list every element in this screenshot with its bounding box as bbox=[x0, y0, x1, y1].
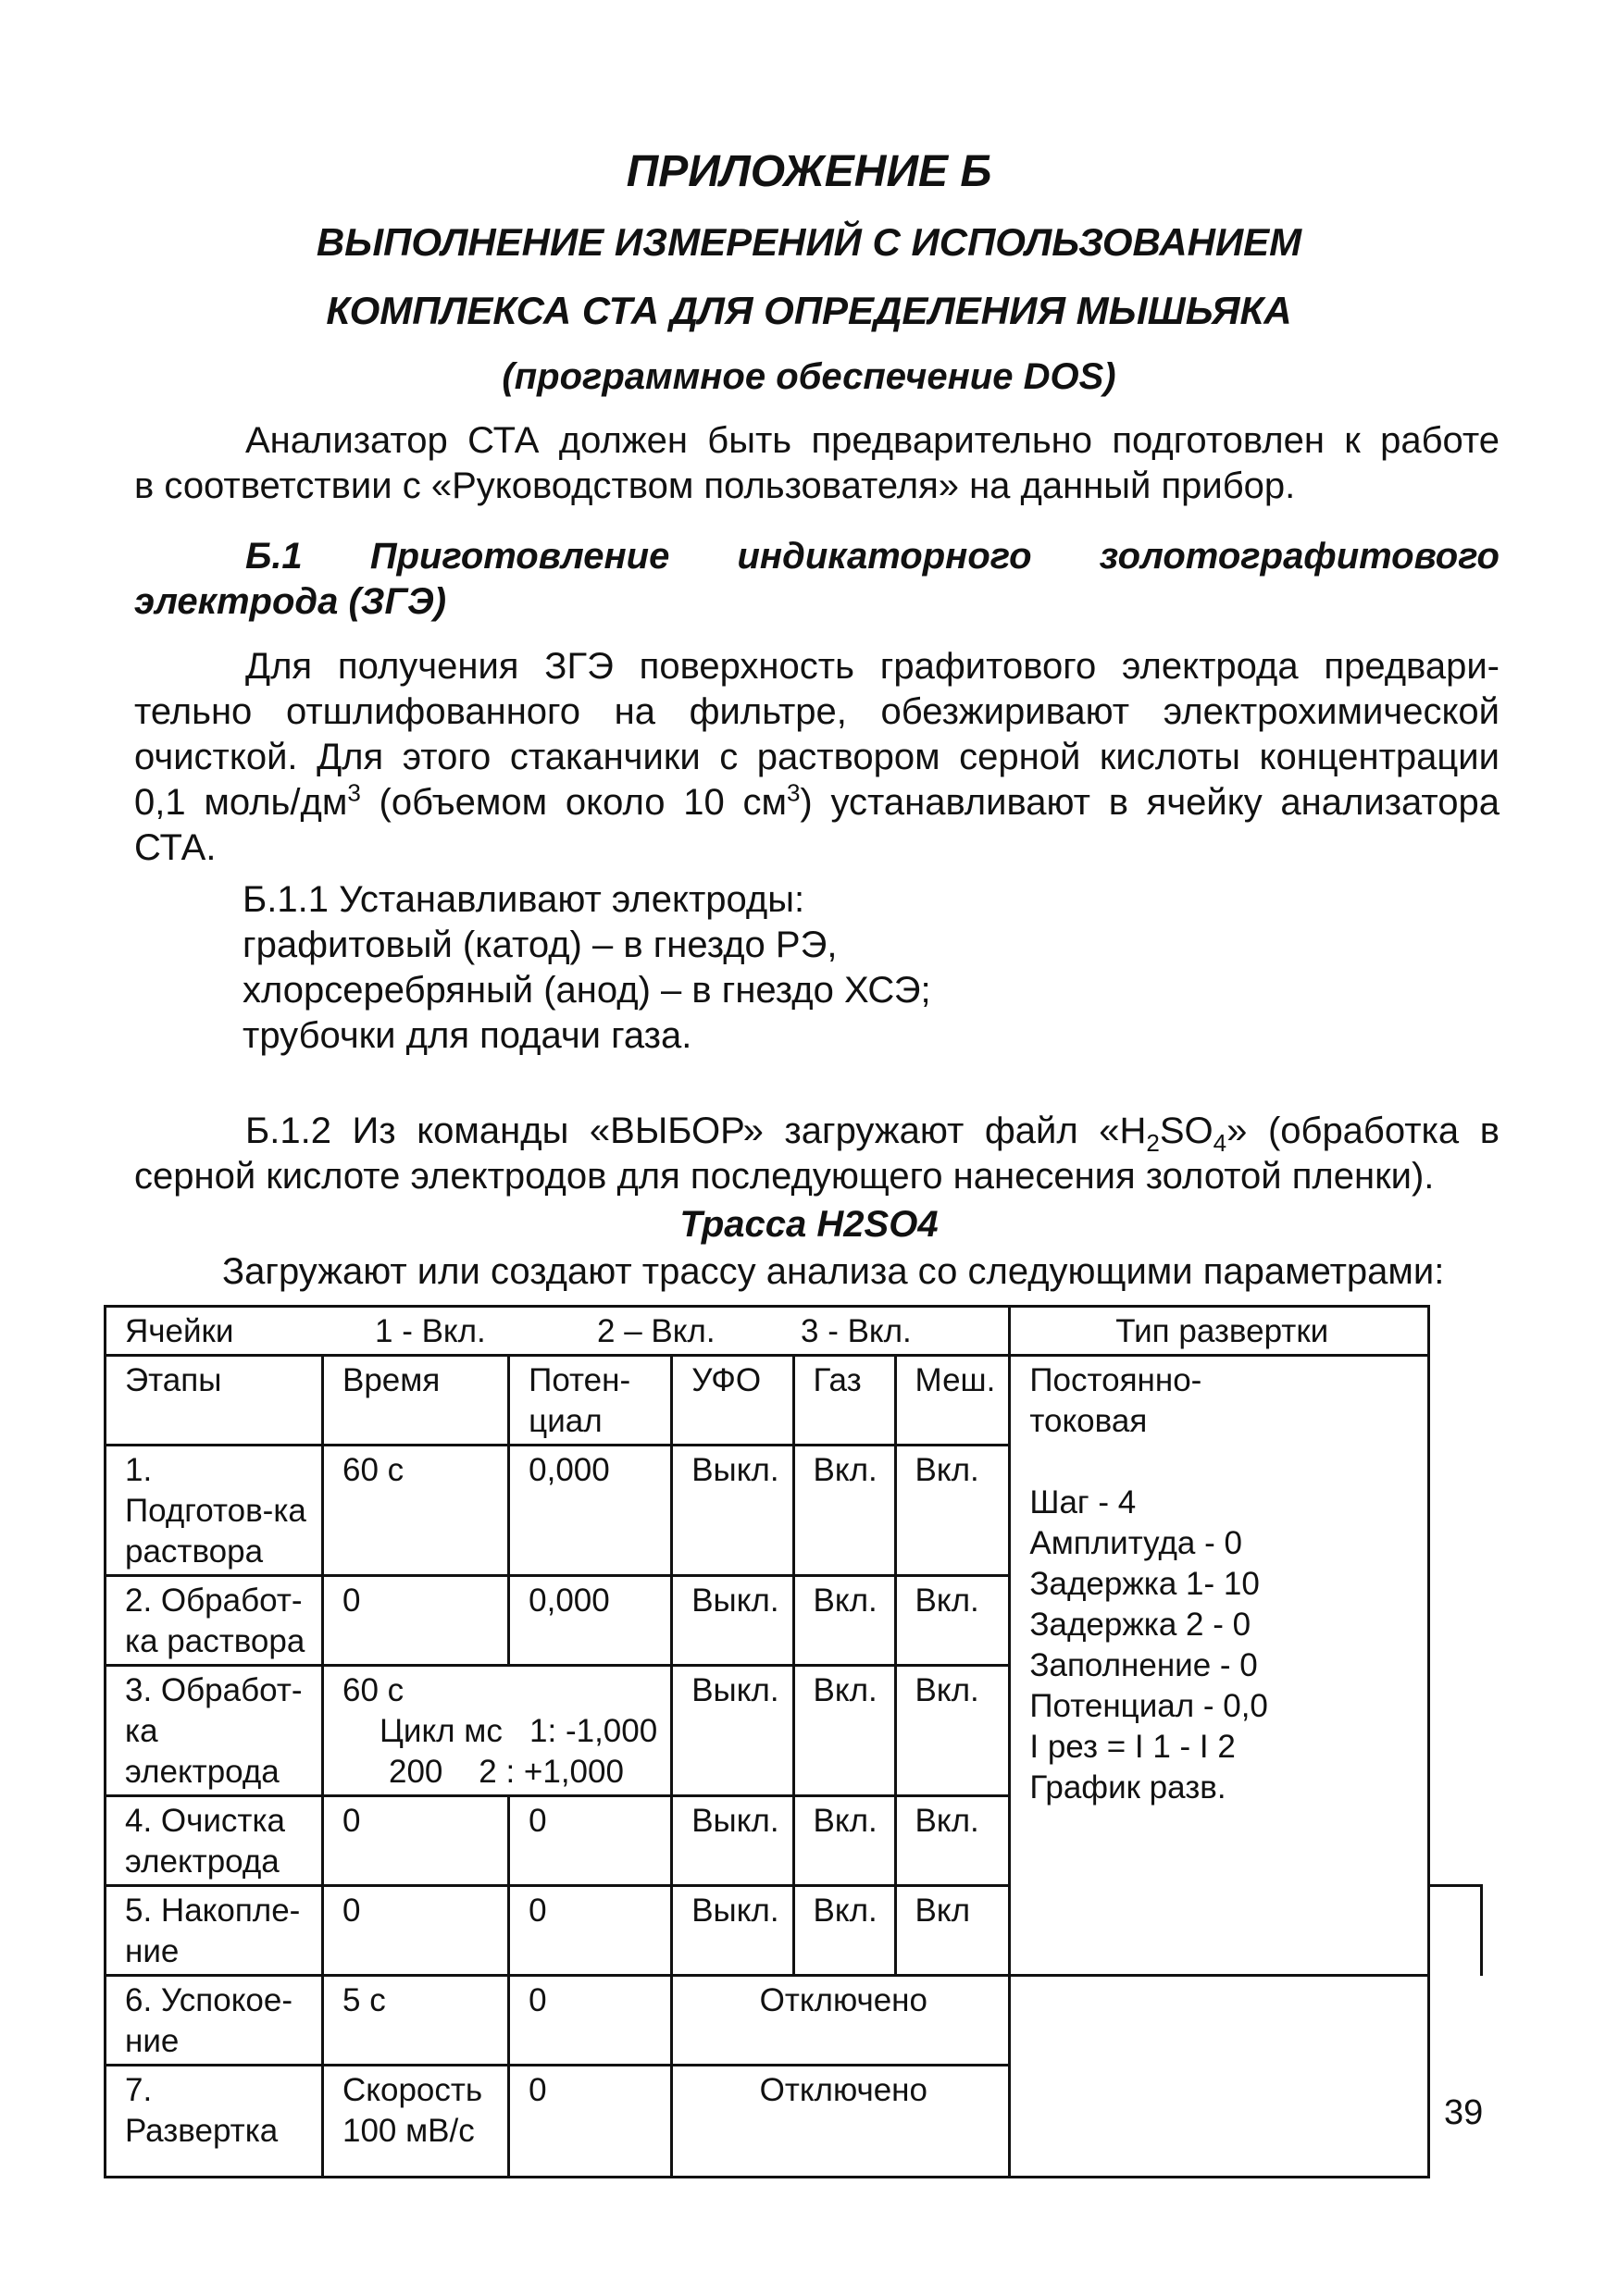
ufo-cell: Выкл. bbox=[672, 1446, 793, 1576]
scan-param: Задержка 1- 10 bbox=[1029, 1566, 1260, 1602]
trace-caption: Загружают или создают трассу анализа со следующими параметрами: bbox=[222, 1251, 1445, 1292]
stage-cell: 3. Обработ-ка электрода bbox=[106, 1666, 323, 1796]
stage-cell: 7. Развертка bbox=[106, 2066, 323, 2178]
step-b11-line-1: Б.1.1 Устанавливают электроды: bbox=[243, 879, 805, 920]
section-b1-line-1: Б.1 Приготовление индикаторного золотографитового bbox=[245, 536, 1500, 577]
page-number: 39 bbox=[1444, 2093, 1484, 2132]
ufo-cell: Выкл. bbox=[672, 1576, 793, 1666]
cell-3-state: 3 - Вкл. bbox=[801, 1313, 912, 1349]
potential-cell: 0,000 bbox=[509, 1446, 672, 1576]
scan-type-label: Тип развертки bbox=[1010, 1307, 1429, 1356]
scan-param: График разв. bbox=[1029, 1769, 1226, 1806]
cycle-line-2: 200 2 : +1,000 bbox=[389, 1754, 624, 1790]
subscript-4: 4 bbox=[1213, 1129, 1227, 1157]
header-mix: Меш. bbox=[895, 1356, 1010, 1446]
step-b11-line-4: трубочки для подачи газа. bbox=[243, 1015, 692, 1056]
subscript-2: 2 bbox=[1146, 1129, 1160, 1157]
mix-cell: Вкл. bbox=[895, 1796, 1010, 1886]
step-b12-so: SO bbox=[1159, 1111, 1214, 1151]
zge-line-4b: (объемом около 10 см bbox=[360, 782, 787, 823]
table-row-cells bbox=[106, 1307, 1482, 1356]
scan-param: Амплитуда - 0 bbox=[1029, 1525, 1242, 1561]
gas-cell: Вкл. bbox=[793, 1796, 895, 1886]
stage-cell: 1. Подготов-ка раствора bbox=[106, 1446, 323, 1576]
header-time: Время bbox=[323, 1356, 509, 1446]
trace-parameters-table bbox=[104, 1305, 1483, 2178]
time-cell: 0 bbox=[323, 1796, 509, 1886]
time-cell: 5 с bbox=[323, 1976, 509, 2066]
time-cycle-cell bbox=[323, 1666, 672, 1796]
step-b12-line-2: серной кислоте электродов для последующего нанесения золотой пленки). bbox=[134, 1156, 1435, 1197]
time-value: 60 с bbox=[342, 1672, 404, 1708]
time-cell: 60 с bbox=[323, 1446, 509, 1576]
cell-2-state: 2 – Вкл. bbox=[597, 1313, 716, 1349]
zge-paragraph bbox=[134, 644, 1500, 871]
time-cell: 0 bbox=[323, 1886, 509, 1976]
appendix-title: ПРИЛОЖЕНИЕ Б bbox=[626, 147, 992, 196]
scan-empty-cell-2 bbox=[1010, 1976, 1429, 2178]
mix-cell: Вкл. bbox=[895, 1576, 1010, 1666]
disabled-cell: Отключено bbox=[672, 2066, 1010, 2178]
cell-1-state: 1 - Вкл. bbox=[375, 1313, 486, 1349]
header-potential: Потен-циал bbox=[509, 1356, 672, 1446]
zge-line-3: очисткой. Для этого стаканчики с раствором серной кислоты концентрации bbox=[134, 737, 1500, 777]
stage-cell: 4. Очистка электрода bbox=[106, 1796, 323, 1886]
gas-cell: Вкл. bbox=[793, 1576, 895, 1666]
ufo-cell: Выкл. bbox=[672, 1796, 793, 1886]
zge-line-4c: ) устанавливают в ячейку анализатора bbox=[800, 782, 1500, 823]
step-b11-line-2: графитовый (катод) – в гнездо РЭ, bbox=[243, 925, 838, 965]
potential-cell: 0 bbox=[509, 1886, 672, 1976]
mix-cell: Вкл. bbox=[895, 1446, 1010, 1576]
cells-header bbox=[106, 1307, 1010, 1356]
scan-parameters bbox=[1010, 1356, 1429, 1976]
heading-line-2: КОМПЛЕКСА СТА ДЛЯ ОПРЕДЕЛЕНИЯ МЫШЬЯКА bbox=[326, 289, 1292, 332]
table-row bbox=[106, 1976, 1482, 2066]
stage-cell: 5. Накопле-ние bbox=[106, 1886, 323, 1976]
stage-cell: 2. Обработ-ка раствора bbox=[106, 1576, 323, 1666]
mix-cell: Вкл bbox=[895, 1886, 1010, 1976]
scan-param: Задержка 2 - 0 bbox=[1029, 1607, 1251, 1643]
intro-paragraph bbox=[134, 418, 1500, 509]
cycle-line-1: Цикл мс 1: -1,000 bbox=[380, 1713, 658, 1749]
scan-param: Шаг - 4 bbox=[1029, 1484, 1137, 1520]
zge-line-4a: 0,1 моль/дм bbox=[134, 782, 348, 823]
ufo-cell: Выкл. bbox=[672, 1666, 793, 1796]
step-b11-line-3: хлорсеребряный (анод) – в гнездо ХСЭ; bbox=[243, 970, 931, 1011]
gas-cell: Вкл. bbox=[793, 1446, 895, 1576]
disabled-cell: Отключено bbox=[672, 1976, 1010, 2066]
superscript-3b: 3 bbox=[786, 778, 801, 807]
intro-line-2: в соответствии с «Руководством пользователя» на данный прибор. bbox=[134, 465, 1296, 506]
header-ufo: УФО bbox=[672, 1356, 793, 1446]
zge-line-2: тельно отшлифованного на фильтре, обезжиривают электрохимической bbox=[134, 691, 1500, 732]
heading-line-3: (программное обеспечение DOS) bbox=[502, 356, 1116, 397]
header-stages: Этапы bbox=[106, 1356, 323, 1446]
section-b1-heading bbox=[134, 534, 1500, 625]
potential-cell: 0,000 bbox=[509, 1576, 672, 1666]
scan-type: Постоянно-токовая bbox=[1029, 1362, 1202, 1439]
header-gas: Газ bbox=[793, 1356, 895, 1446]
potential-cell: 0 bbox=[509, 1796, 672, 1886]
scan-param: I рез = I 1 - I 2 bbox=[1029, 1729, 1236, 1765]
trace-title: Трасса H2SO4 bbox=[679, 1204, 939, 1245]
time-cell: Скорость 100 мВ/с bbox=[323, 2066, 509, 2178]
intro-line-1: Анализатор СТА должен быть предварительно подготовлен к работе bbox=[245, 420, 1500, 461]
step-b12-line-1b: » (обработка в bbox=[1226, 1111, 1500, 1151]
time-cell: 0 bbox=[323, 1576, 509, 1666]
step-b12 bbox=[134, 1109, 1500, 1199]
table-header-row bbox=[106, 1356, 1482, 1446]
stage-cell: 6. Успокое-ние bbox=[106, 1976, 323, 2066]
step-b12-line-1a: Б.1.2 Из команды «ВЫБОР» загружают файл «H bbox=[245, 1111, 1147, 1151]
gas-cell: Вкл. bbox=[793, 1666, 895, 1796]
step-b12-line-1 bbox=[134, 1109, 1500, 1157]
heading-line-1: ВЫПОЛНЕНИЕ ИЗМЕРЕНИЙ С ИСПОЛЬЗОВАНИЕМ bbox=[316, 220, 1302, 264]
cells-label: Ячейки bbox=[125, 1313, 234, 1349]
zge-line-1: Для получения ЗГЭ поверхность графитового электрода предвари- bbox=[245, 646, 1500, 687]
zge-line-5: СТА. bbox=[134, 827, 217, 868]
scan-param: Заполнение - 0 bbox=[1029, 1647, 1258, 1683]
superscript-3: 3 bbox=[347, 778, 361, 807]
zge-line-4 bbox=[134, 780, 1500, 825]
gas-cell: Вкл. bbox=[793, 1886, 895, 1976]
ufo-cell: Выкл. bbox=[672, 1886, 793, 1976]
potential-cell: 0 bbox=[509, 2066, 672, 2178]
section-b1-line-2: электрода (ЗГЭ) bbox=[134, 581, 447, 622]
mix-cell: Вкл. bbox=[895, 1666, 1010, 1796]
potential-cell: 0 bbox=[509, 1976, 672, 2066]
scan-param: Потенциал - 0,0 bbox=[1029, 1688, 1268, 1724]
scan-empty-cell bbox=[1429, 1886, 1482, 1976]
step-b11 bbox=[243, 877, 1446, 1059]
